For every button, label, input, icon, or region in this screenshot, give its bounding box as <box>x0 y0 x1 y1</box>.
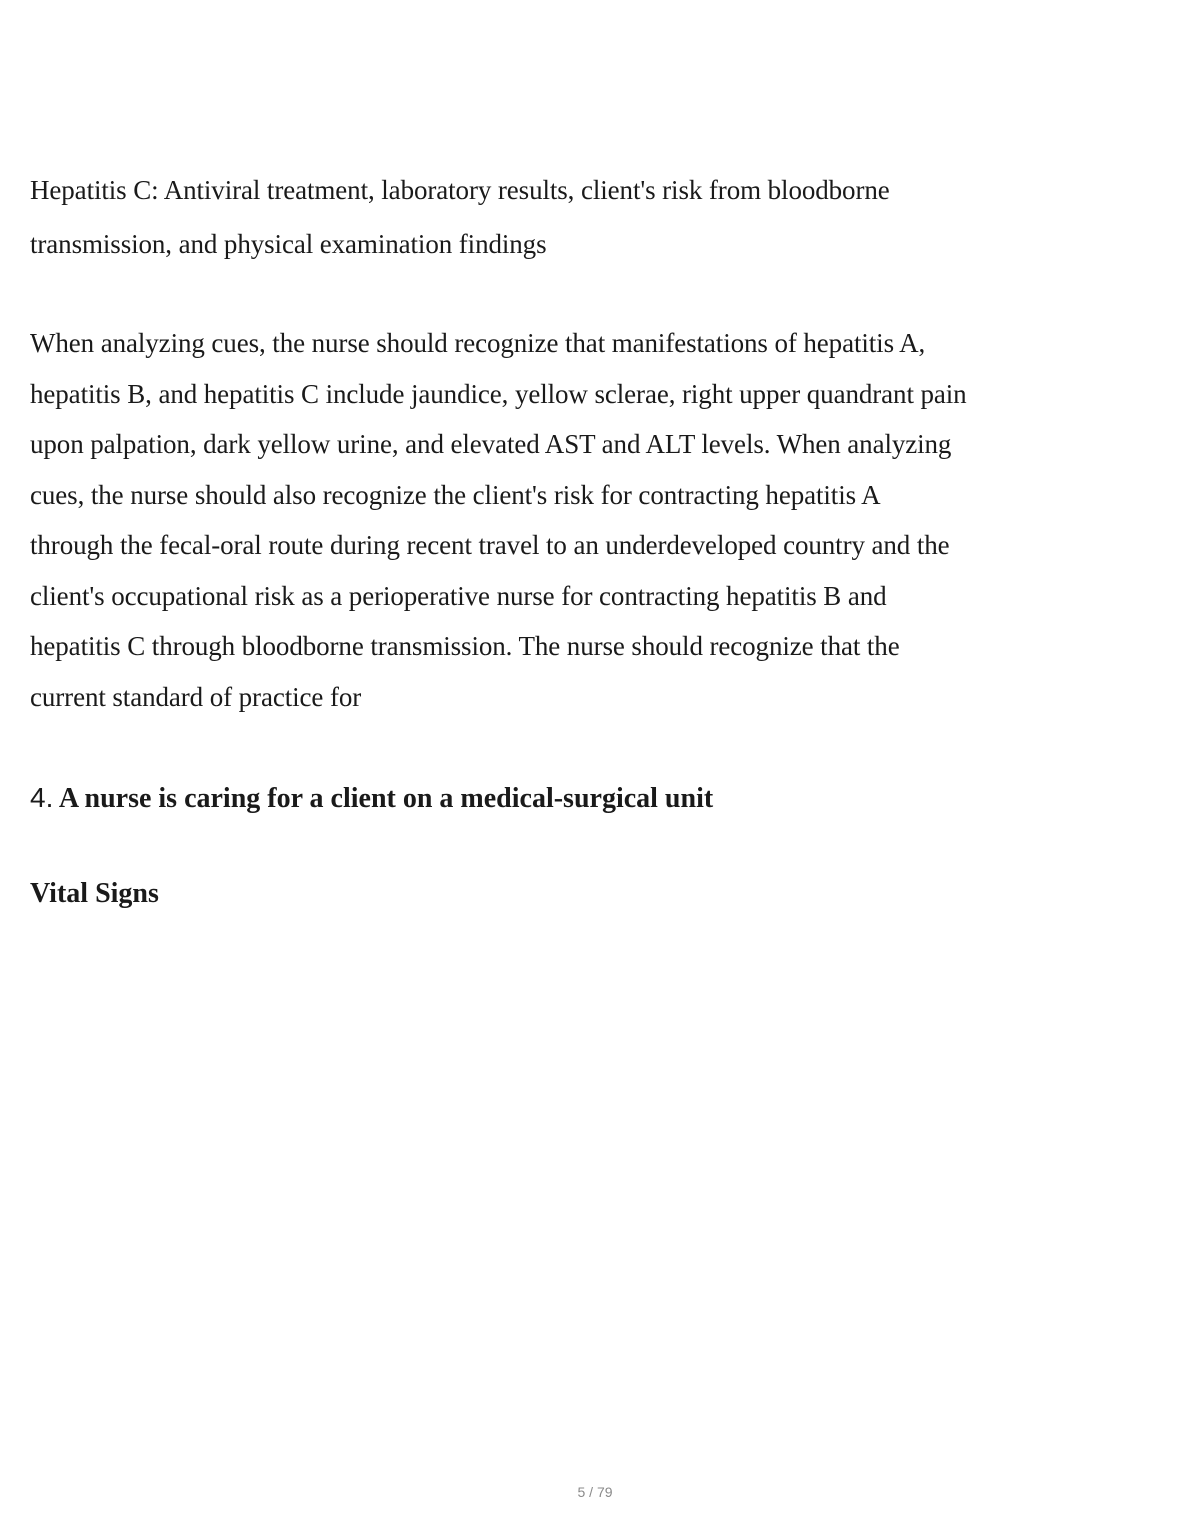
paragraph-line: through the fecal-oral route during recent travel to an underdeveloped country and the <box>30 530 950 560</box>
question-heading <box>30 778 713 819</box>
paragraph-line: When analyzing cues, the nurse should recognize that manifestations of hepatitis A, <box>30 328 926 358</box>
question-text: A nurse is caring for a client on a medical-surgical unit <box>58 783 714 814</box>
paragraph-line: client's occupational risk as a perioperative nurse for contracting hepatitis B and <box>30 580 887 611</box>
paragraph-line: hepatitis C through bloodborne transmission. The nurse should recognize that the <box>30 631 900 661</box>
paragraph-line: transmission, and physical examination findings <box>30 229 547 259</box>
paragraph-line: cues, the nurse should also recognize the client's risk for contracting hepatitis A <box>30 479 881 510</box>
page-number: 5 / 79 <box>577 1484 613 1500</box>
paragraph-line: current standard of practice for <box>30 681 362 712</box>
paragraph-line: hepatitis B, and hepatitis C include jaundice, yellow sclerae, right upper quandrant pain <box>30 378 967 409</box>
analysis-paragraph <box>30 318 1165 722</box>
hepatitis-c-paragraph <box>30 163 1165 271</box>
section-heading: Vital Signs <box>30 878 159 909</box>
question-number: 4. <box>30 782 54 813</box>
paragraph-line: Hepatitis C: Antiviral treatment, laboratory results, client's risk from bloodborne <box>30 175 890 205</box>
paragraph-line: upon palpation, dark yellow urine, and elevated AST and ALT levels. When analyzing <box>30 429 952 459</box>
